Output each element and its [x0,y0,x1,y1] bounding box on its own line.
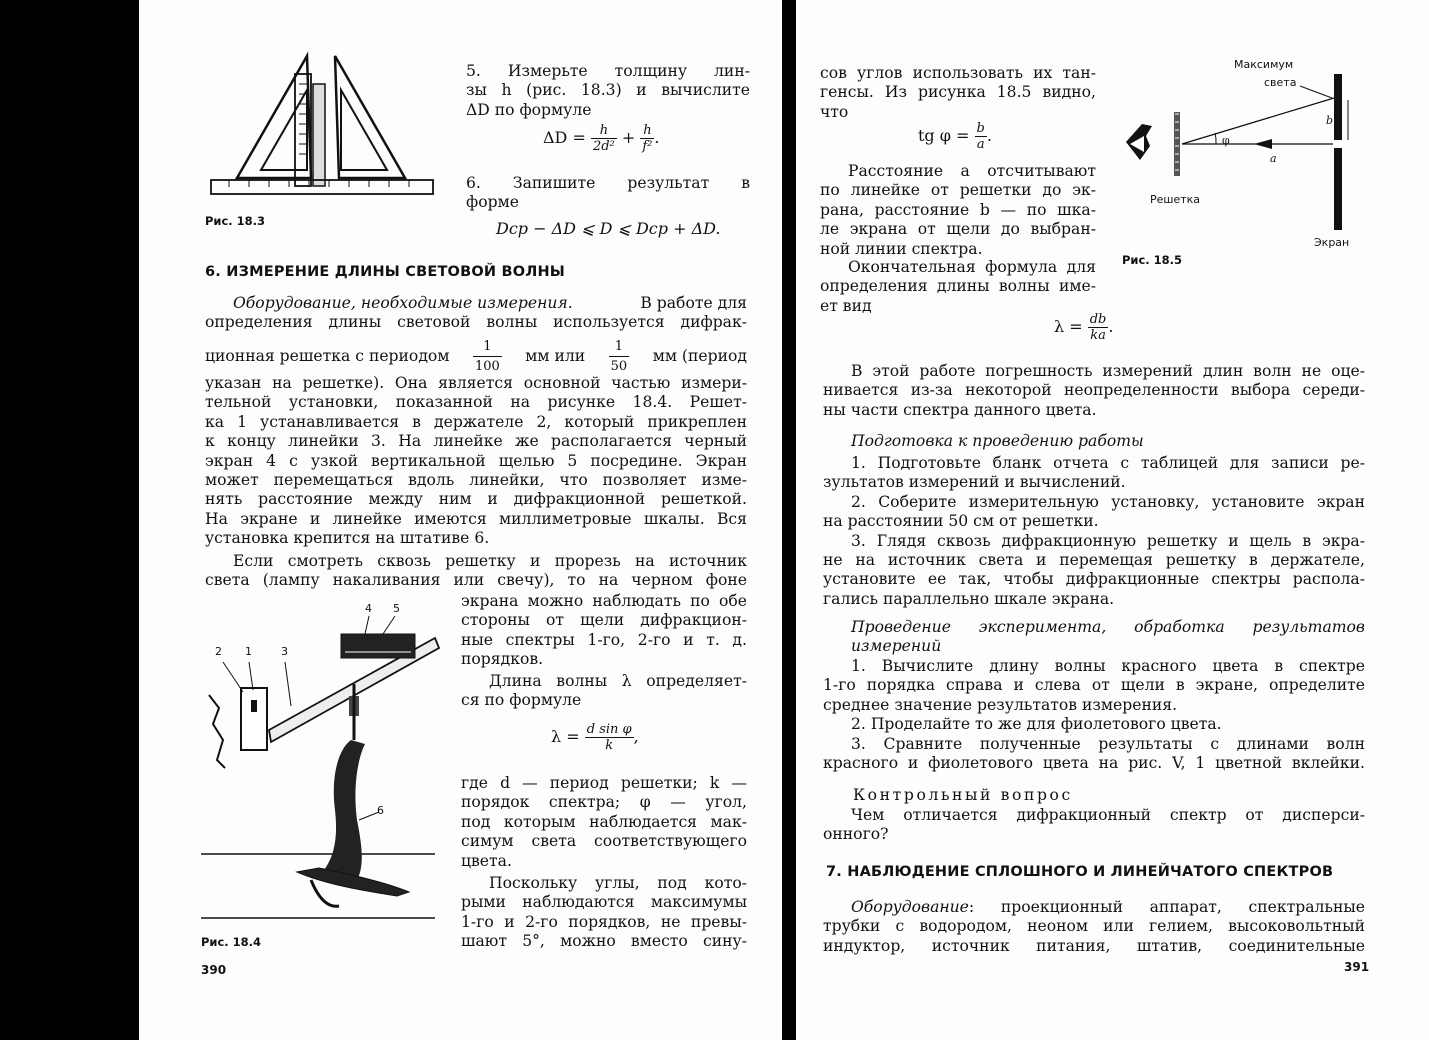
text-line: рыми наблюдаются максимумы [461,893,747,912]
text-line: тельной установки, показанной на рисунке 18.4. Решет- [205,393,747,412]
frac-den: 50 [610,359,628,375]
formula-end: . [654,128,660,147]
text-line: рана, расстояние b — по шка- [820,200,1096,219]
text-line: Поскольку углы, под кото- [489,874,747,892]
list-item: красного и фиолетового цвета на рис. V, 1 цветной вклейки. [823,754,1365,773]
list-item: 1. Вычислите длину волны красного цвета в спектре [851,657,1365,675]
text-line: Чем отличается дифракционный спектр от дисперси- [851,806,1365,824]
text-line: ΔD по формуле [466,100,592,119]
fig-label-1: 1 [245,645,252,658]
text-line: ле экрана от щели до выбран- [820,220,1096,239]
equipment-label: Оборудование [851,898,969,916]
fig-label-2: 2 [215,645,222,658]
text-line: шают 5°, можно вместо сину- [461,932,747,951]
list-item: 2. Соберите измерительную установку, установите экран [851,492,1365,511]
text-line: по линейке от решетки до эк- [820,181,1096,200]
text-line: Расстояние a отсчитывают [848,162,1096,180]
observe-paragraph-cont [461,592,747,670]
section-7-equipment [823,898,1365,956]
formula-lhs: λ = [551,727,580,746]
formula-lhs: ΔD = [543,128,586,147]
text-line: ны части спектра данного цвета. [823,400,1097,419]
wavelength-intro [461,672,747,711]
text-line: 6. Запишите результат в [466,174,750,192]
where-paragraph [461,774,747,871]
figure-18-4 [199,600,459,920]
frac-den: ka [1090,328,1106,343]
fig-18-5-grating-label: Решетка [1150,193,1201,206]
formula-range: Dср − ΔD ⩽ D ⩽ Dср + ΔD. [496,219,721,238]
control-question [823,806,1365,845]
fig-18-5-max-label: Максимум [1234,58,1294,71]
formula-lhs: tg φ = [918,126,970,145]
fig-label-6: 6 [377,804,384,817]
prep-list [823,454,1365,609]
right-page [796,0,1429,1040]
page-number: 390 [201,963,227,977]
prep-heading: Подготовка к проведению работы [851,432,1144,450]
formula-plus: + [621,128,636,147]
text-line: экран 4 с узкой вертикальной щелью 5 посредине. Экран [205,451,747,470]
text-line: онного? [823,825,889,844]
period-line [205,337,747,377]
text-line: 1-го и 2-го порядков, не превы- [461,912,747,931]
text-line: нивается из-за некоторой неопределенности выбора середи- [823,381,1365,400]
list-item: гались параллельно шкале экрана. [823,589,1115,608]
frac-den: a [976,137,985,152]
fig-18-5-phi-label: φ [1222,134,1230,147]
experiment-list [823,657,1365,773]
list-item: на расстоянии 50 см от решетки. [823,512,1099,531]
text-line: порядок спектра; φ — угол, [461,793,747,812]
text-line: указан на решетке). Она является основной частью измери- [205,374,747,392]
text-line: 5. Измерьте толщину лин- [466,62,750,80]
text-line: На экране и линейке имеются миллиметровые шкалы. Вся [205,509,747,528]
list-item: 1. Подготовьте бланк отчета с таблицей для записи ре- [851,454,1365,472]
experiment-heading [851,618,1365,657]
list-item: зультатов измерений и вычислений. [823,473,1126,492]
equipment-paragraph [205,294,747,333]
text-line: генсы. Из рисунка 18.5 видно, [820,83,1096,102]
text-line: под которым наблюдается мак- [461,812,747,831]
text-line: где d — период решетки; k — [461,774,747,792]
formula-end: , [633,727,639,746]
text-line: ет вид [820,296,872,315]
text-line: В работе для [640,294,747,312]
text-line: Проведение эксперимента, обработка результатов [851,618,1365,636]
text-line: ной линии спектра. [820,239,983,258]
formula-final [1054,312,1113,343]
text-line: света (лампу накаливания или свечу), то на черном фоне [205,571,747,590]
text-line: В этой работе погрешность измерений длин волн не оце- [851,362,1365,380]
formula-end: . [1108,317,1114,336]
frac-num: b [976,121,985,136]
fig-18-5-screen-label: Экран [1314,236,1350,249]
text-line: может перемещаться вдоль линейки, что позволяет изме- [205,471,747,490]
text-line: индуктор, источник питания, штатив, соединительные [823,936,1365,955]
figure-18-3 [209,50,439,200]
control-question-heading: Контрольный вопрос [853,786,1073,804]
list-item: установите ее так, чтобы дифракционные спектры распола- [823,570,1365,589]
text-line: определения длины световой волны используется дифрак- [205,313,747,332]
formula-lhs: λ = [1054,317,1083,336]
frac-num: 1 [609,337,630,357]
text-line: ные спектры 1-го, 2-го и т. д. [461,630,747,649]
page-number: 391 [1344,960,1370,974]
text-line: к концу линейки 3. На линейке же располагается черный [205,432,747,451]
fig-label-5: 5 [393,602,400,615]
text-line: : проекционный аппарат, спектральные [968,898,1365,916]
formula-lambda [551,722,639,753]
list-item: 1-го порядка справа и слева от щели в экране, определите [823,676,1365,695]
error-paragraph [823,362,1365,420]
angles-paragraph [461,874,747,952]
text-line: порядков. [461,650,544,669]
formula-end: . [986,126,992,145]
text-line: определения длины волны име- [820,277,1096,296]
frac-num: 1 [473,337,502,357]
text-line: ся по формуле [461,691,582,710]
text-line: сов углов использовать их тан- [820,64,1096,82]
list-item: 3. Сравните полученные результаты с длинами волн [851,734,1365,753]
setup-paragraph [205,374,747,549]
text-line: измерений [851,637,942,656]
figure-18-5-caption: Рис. 18.5 [1122,253,1183,267]
fig-18-5-b-label: b [1326,114,1334,127]
frac-num: h [640,123,654,139]
text-line: форме [466,193,519,212]
frac-den: 2d² [592,139,615,154]
formula-delta-d [543,123,660,154]
text-line: трубки с водородом, неоном или гелием, высоковольтный [823,917,1365,936]
section-7-heading: 7. НАБЛЮДЕНИЕ СПЛОШНОГО И ЛИНЕЙЧАТОГО СПЕКТРОВ [826,864,1334,880]
text-line: что [820,102,849,121]
text-line: зы h (рис. 18.3) и вычислите [466,81,750,100]
figure-18-5 [1116,70,1376,240]
fig-18-5-a-label: a [1270,152,1277,165]
figure-18-4-caption: Рис. 18.4 [201,935,262,949]
step-5-text [466,62,750,120]
final-formula-intro [820,258,1096,316]
figure-18-3-caption: Рис. 18.3 [205,214,266,228]
tangent-intro [820,64,1096,122]
frac-den: f² [642,139,653,154]
frac-num: d sin φ [586,722,632,737]
text-line: установка крепится на штативе 6. [205,529,490,548]
text-line: Если смотреть сквозь решетку и прорезь на источник [233,552,747,570]
text-line: мм или [525,347,586,366]
distance-paragraph [820,162,1096,259]
frac-num: db [1089,312,1107,327]
formula-tangent [918,121,992,152]
text-line: мм (период [652,347,747,366]
list-item: 3. Глядя сквозь дифракционную решетку и щель в экра- [851,531,1365,550]
equipment-label: Оборудование, необходимые измерения. [233,294,573,312]
text-line: стороны от щели дифракцион- [461,611,747,630]
text-line: ка 1 устанавливается в держателе 2, который прикреплен [205,412,747,431]
fig-label-3: 3 [281,645,288,658]
observe-paragraph [205,552,747,591]
frac-num: h [591,123,617,139]
frac-den: k [605,738,614,753]
list-item: среднее значение результатов измерения. [823,695,1178,714]
fig-18-5-light-label: света [1264,76,1297,89]
text-line: симум света соответствующего [461,832,747,851]
left-page [139,0,782,1040]
text-line: ционная решетка с периодом [205,347,450,366]
text-line: нять расстояние между ним и дифракционной решеткой. [205,490,747,509]
text-line: Длина волны λ определяет- [489,672,747,690]
section-6-heading: 6. ИЗМЕРЕНИЕ ДЛИНЫ СВЕТОВОЙ ВОЛНЫ [205,264,566,280]
fig-label-4: 4 [365,602,372,615]
text-line: Окончательная формула для [848,258,1096,276]
text-line: цвета. [461,851,512,870]
list-item: не на источник света и перемещая решетку в держателе, [823,551,1365,570]
text-line: экрана можно наблюдать по обе [461,592,747,610]
list-item: 2. Проделайте то же для фиолетового цвета. [851,715,1222,734]
step-6-text [466,174,750,213]
frac-den: 100 [474,359,500,375]
